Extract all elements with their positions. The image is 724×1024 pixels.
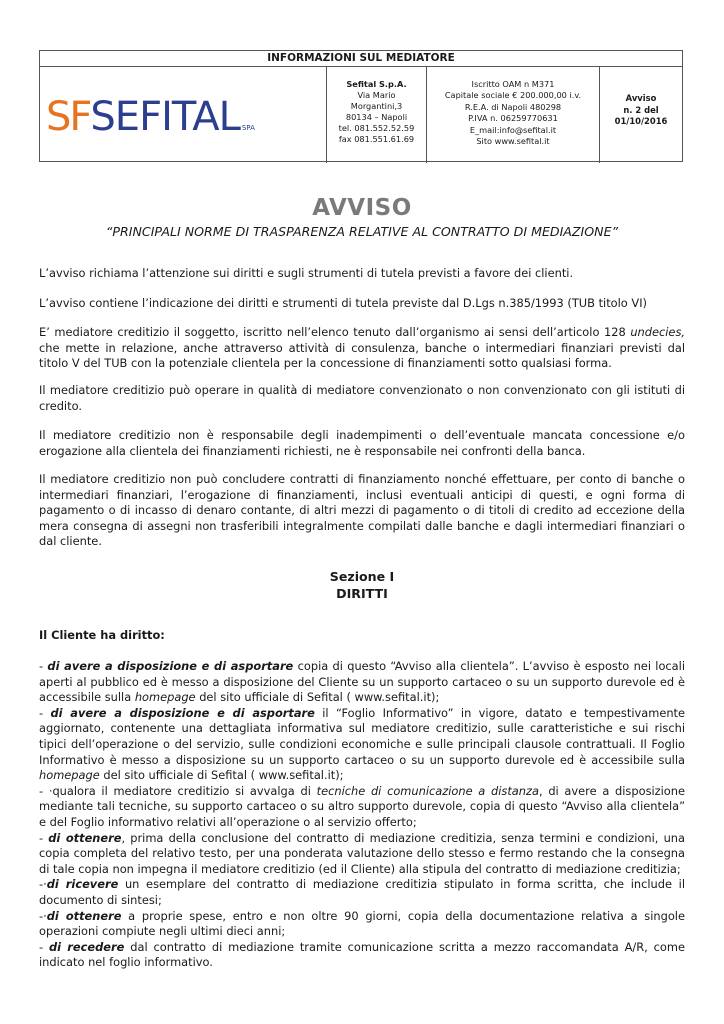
right-item-4: - di ottenere, prima della conclusione del contratto di mediazione creditizia, senza termini e condizioni, una copia completa del relativo testo, per una ponderata valutazione dello stesso e fermo restando che la consegna di tale copia non impegna il mediatore creditizio (ed il Cliente) alla stipula del contratto di mediazione creditizia;: [39, 830, 685, 876]
company-address-city: 80134 – Napoli: [345, 112, 408, 122]
logo-spa: SPA: [241, 124, 255, 132]
right-item-6: -·di ottenere a proprie spese, entro e non oltre 90 giorni, copia della documentazione relativa a singole operazioni compiute negli ultimi dieci anni;: [39, 908, 685, 939]
registry-cell: [427, 67, 600, 163]
mediator-info-title: INFORMAZIONI SUL MEDIATORE: [40, 51, 682, 67]
mediator-info-table: [39, 50, 683, 162]
company-fax: fax 081.551.61.69: [338, 134, 415, 144]
company-address-number: Morgantini,3: [350, 101, 403, 111]
registry-capital: Capitale sociale € 200.000,00 i.v.: [444, 90, 582, 101]
intro-paragraph-3: E’ mediatore creditizio il soggetto, iscritto nell’elenco tenuto dall’organismo ai sensi dell’articolo 128 undecies, che mette in relazione, anche attraverso attività di consulenza, banche o intermediari finanziari previsti dal titolo V del TUB con la potenziale clientela per la concessione di finanziamenti sotto qualsiasi forma.: [39, 325, 685, 371]
registry-rea: R.E.A. di Napoli 480298: [464, 101, 562, 112]
intro-paragraph-5: Il mediatore creditizio non è responsabile degli inadempimenti o dell’eventuale mancata concessione e/o erogazione alla clientela dei finanziamenti richiesti, ne è responsabile nei confronti della banca.: [39, 428, 685, 458]
intro-paragraph-2: L’avviso contiene l’indicazione dei diritti e strumenti di tutela previste dal D.Lgs n.385/1993 (TUB titolo VI): [39, 296, 647, 310]
rights-heading: Il Cliente ha diritto:: [39, 628, 165, 642]
page-subtitle: “PRINCIPALI NORME DI TRASPARENZA RELATIVE AL CONTRATTO DI MEDIAZIONE”: [105, 224, 619, 239]
intro-paragraph-6: Il mediatore creditizio non può concludere contratti di finanziamento nonché effettuare, per conto di banche o intermediari finanziari, l’erogazione di finanziamenti, inclusi eventuali anticipi di questi, e ogni forma di pagamento o di incasso di denaro contante, di altri mezzi di pagamento o di titoli di credito ad eccezione della mera consegna di assegni non trasferibili integralmente compilati dalle banche e dagli intermediari finanziari o dal cliente.: [39, 472, 685, 549]
logo-sf-mark: SF: [46, 94, 91, 140]
right-item-5: -·di ricevere un esemplare del contratto di mediazione creditizia stipulato in forma scritta, che include il documento di sintesi;: [39, 877, 685, 907]
registry-website: Sito www.sefital.it: [476, 136, 550, 147]
avviso-ref-cell: [600, 67, 682, 163]
section-title: DIRITTI: [336, 586, 388, 601]
rights-list: [39, 659, 685, 971]
section-number: Sezione I: [329, 569, 395, 584]
registry-email: E_mail:info@sefital.it: [469, 124, 557, 135]
avviso-ref-label: Avviso: [625, 93, 657, 103]
logo-wordmark: SEFITAL: [90, 94, 240, 140]
right-item-1: - di avere a disposizione e di asportare copia di questo “Avviso alla clientela”. L’avviso è esposto nei locali aperti al pubblico ed è messo a disposizione del Cliente su un supporto cartaceo o su un supporto durevole ed è accessibile sulla homepage del sito ufficiale di Sefital ( www.sefital.it);: [39, 659, 685, 705]
company-phone: tel. 081.552.52.59: [338, 123, 415, 133]
right-item-7: - di recedere dal contratto di mediazione tramite comunicazione scritta a mezzo raccomandata A/R, come indicato nel foglio informativo.: [39, 939, 685, 970]
registry-vat: P.IVA n. 06259770631: [468, 113, 558, 124]
section-heading: [0, 568, 724, 602]
right-item-2: - di avere a disposizione e di asportare il “Foglio Informativo” in vigore, datato e tempestivamente aggiornato, contenente una dettagliata informativa sul mediatore creditizio, sulle caratteristiche e sui rischi tipici dell’operazione o del servizio, sulle condizioni economiche e sulle principali clausole contrattuali. Il Foglio Informativo è messo a disposizione su un supporto cartaceo o su un supporto durevole ed è accessibile sulla homepage del sito ufficiale di Sefital ( www.sefital.it);: [39, 705, 686, 783]
right-item-3: - ·qualora il mediatore creditizio si avvalga di tecniche di comunicazione a distanza, di avere a disposizione mediante tali tecniche, su supporto cartaceo o su altro supporto durevole, copia di questo “Avviso alla clientela” e del Foglio informativo relativi all’operazione o al servizio offerto;: [39, 783, 686, 829]
intro-paragraph-4: Il mediatore creditizio può operare in qualità di mediatore convenzionato o non convenzionato con gli istituti di credito.: [39, 383, 685, 413]
avviso-ref-date: 01/10/2016: [614, 116, 668, 126]
intro-paragraph-1: L’avviso richiama l’attenzione sui diritti e sugli strumenti di tutela previsti a favore dei clienti.: [39, 266, 574, 280]
company-cell: [327, 67, 427, 163]
logo-cell: [40, 67, 327, 163]
company-name: Sefital S.p.A.: [346, 79, 407, 89]
company-address-street: Via Mario: [357, 90, 396, 100]
avviso-ref-number: n. 2 del: [623, 104, 659, 115]
sefital-logo: [46, 94, 255, 140]
page-title: AVVISO: [312, 195, 412, 221]
registry-oam: Iscritto OAM n M371: [471, 79, 555, 89]
